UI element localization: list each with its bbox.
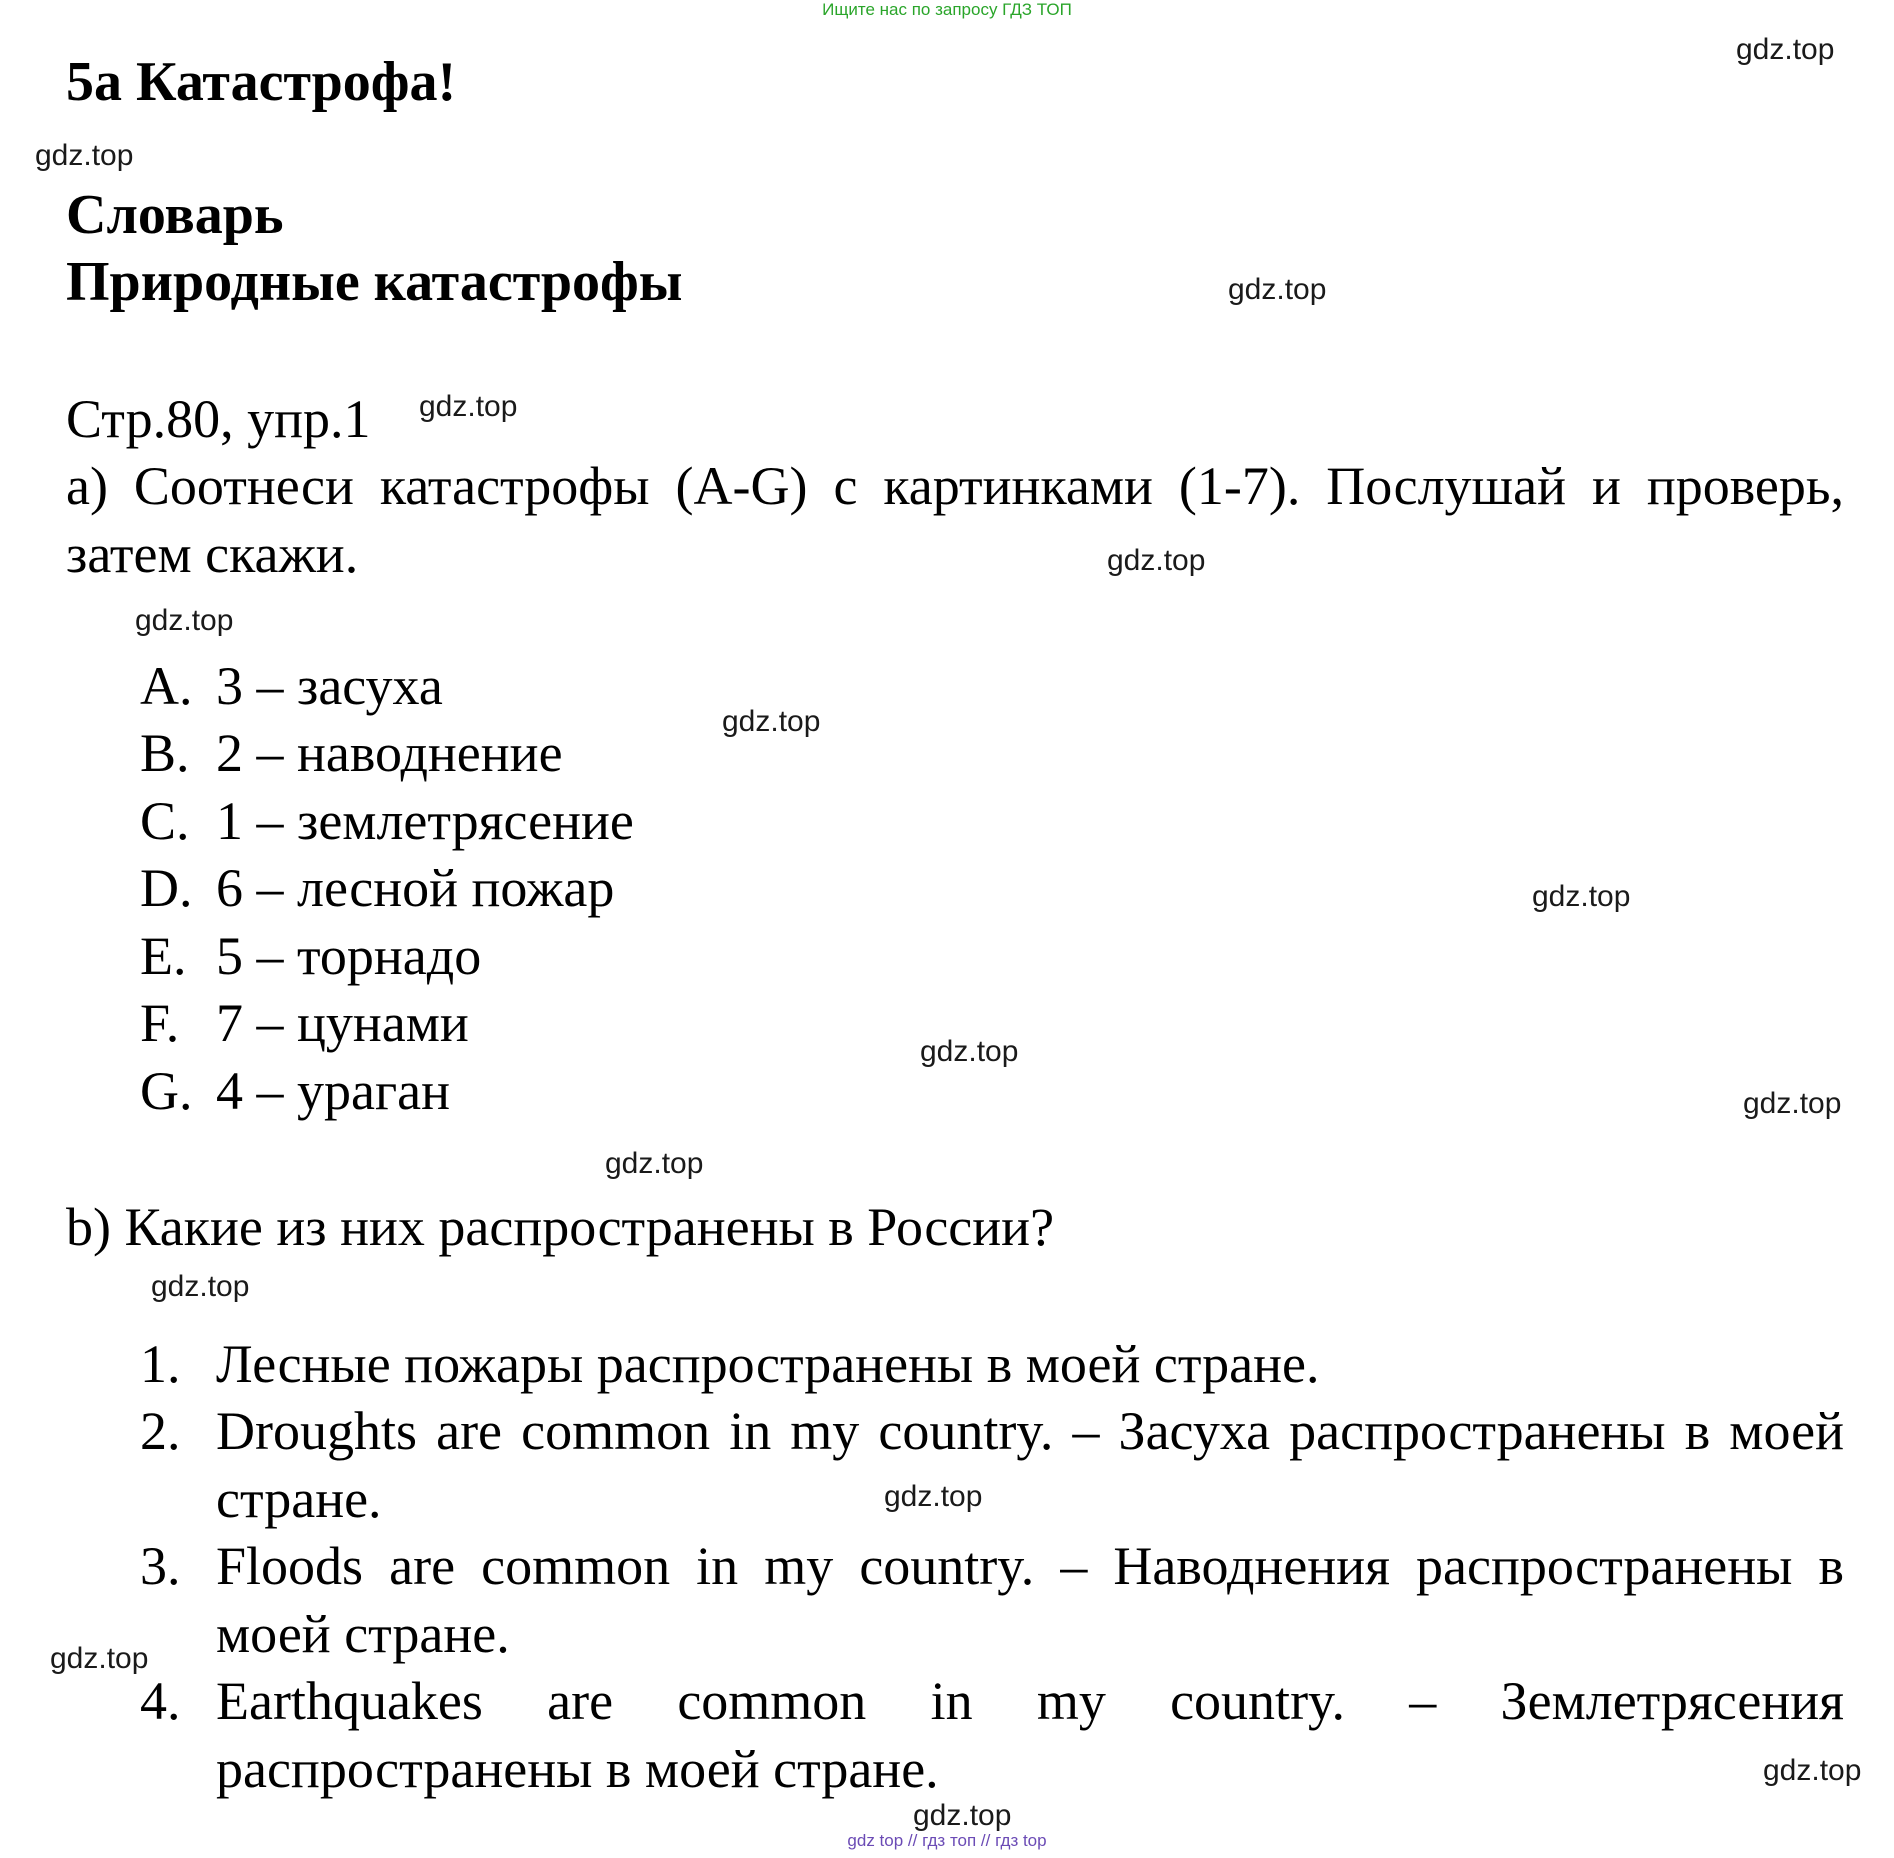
watermark: gdz.top [722, 705, 821, 738]
answer-text: Droughts are common in my country. – Засуха распространены в моей стране. [216, 1401, 1844, 1529]
item-text: 1 – землетрясение [216, 791, 634, 851]
item-letter: E. [140, 926, 187, 986]
watermark: gdz.top [1763, 1754, 1862, 1787]
item-letter: B. [140, 723, 190, 783]
watermark: gdz.top [50, 1642, 149, 1675]
watermark: gdz.top [1107, 544, 1206, 577]
list-item [140, 790, 634, 852]
watermark: gdz.top [1736, 33, 1835, 66]
watermark: gdz.top [913, 1799, 1012, 1832]
list-item [140, 992, 469, 1054]
answer-item [140, 1330, 1844, 1398]
task-a-text: a) Соотнеси катастрофы (A-G) с картинками (1-7). Послушай и проверь, затем скажи. [66, 456, 1844, 584]
watermark: gdz.top [1743, 1087, 1842, 1120]
answer-item [140, 1667, 1844, 1803]
item-text: 2 – наводнение [216, 723, 563, 783]
list-item [140, 1060, 450, 1122]
item-text: 5 – торнадо [216, 926, 482, 986]
watermark: gdz.top [35, 139, 134, 172]
item-letter: F. [140, 993, 180, 1053]
answer-number: 3. [140, 1536, 181, 1596]
watermark: gdz.top [419, 390, 518, 423]
list-item [140, 857, 614, 919]
answer-text: Earthquakes are common in my country. – Землетрясения распространены в моей стране. [216, 1671, 1844, 1799]
watermark: gdz.top [1532, 880, 1631, 913]
task-b-text: b) Какие из них распространены в России? [66, 1197, 1055, 1257]
answer-item [140, 1532, 1844, 1668]
answer-text: Floods are common in my country. – Наводнения распространены в моей стране. [216, 1536, 1844, 1664]
answer-number: 4. [140, 1671, 181, 1731]
answer-text: Лесные пожары распространены в моей стране. [216, 1334, 1320, 1394]
list-item [140, 925, 481, 987]
item-letter: C. [140, 791, 190, 851]
list-item [140, 655, 443, 717]
answer-number: 2. [140, 1401, 181, 1461]
page-title: 5a Катастрофа! [66, 51, 457, 113]
list-item [140, 722, 563, 784]
top-banner: Ищите нас по запросу ГДЗ ТОП [822, 0, 1072, 19]
item-text: 7 – цунами [216, 993, 469, 1053]
item-text: 6 – лесной пожар [216, 858, 615, 918]
watermark: gdz.top [151, 1270, 250, 1303]
watermark: gdz.top [1228, 273, 1327, 306]
watermark: gdz.top [135, 604, 234, 637]
watermark: gdz.top [920, 1035, 1019, 1068]
answer-number: 1. [140, 1334, 181, 1394]
item-text: 3 – засуха [216, 656, 443, 716]
watermark: gdz.top [884, 1480, 983, 1513]
item-text: 4 – ураган [216, 1061, 450, 1121]
item-letter: G. [140, 1061, 193, 1121]
item-letter: A. [140, 656, 193, 716]
watermark: gdz.top [605, 1147, 704, 1180]
subsection-heading: Природные катастрофы [66, 251, 683, 313]
footer-links: gdz top // гдз топ // гдз top [847, 1831, 1047, 1850]
answer-item [140, 1397, 1844, 1533]
item-letter: D. [140, 858, 193, 918]
exercise-reference: Стр.80, упр.1 [66, 389, 371, 449]
section-heading: Словарь [66, 184, 284, 246]
